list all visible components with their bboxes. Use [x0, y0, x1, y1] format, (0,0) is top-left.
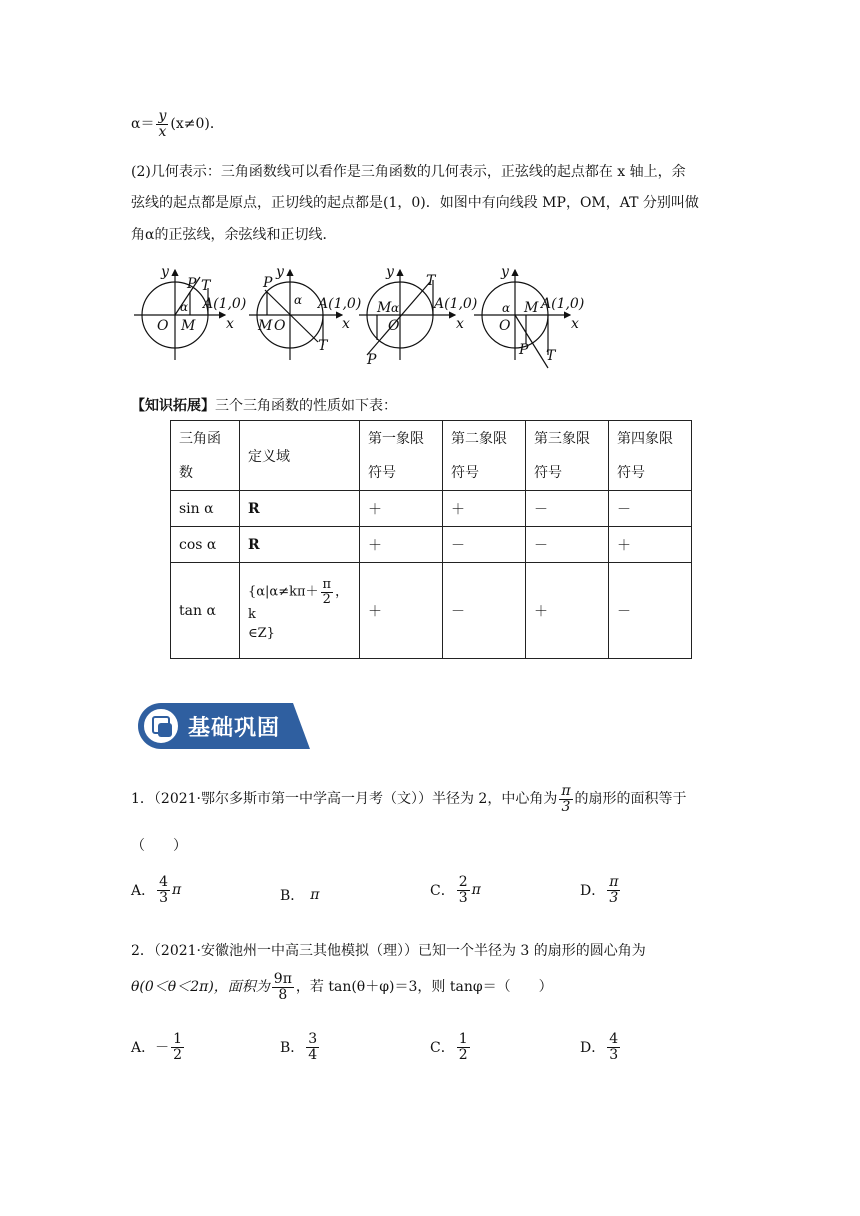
option-label: D． [580, 883, 606, 900]
option-num: 1 [173, 1031, 183, 1047]
table-row [171, 527, 692, 563]
header-cell [443, 421, 526, 491]
option-den: 3 [609, 1046, 619, 1063]
d4-o: O [499, 318, 511, 334]
sign-cell: ＋ [609, 527, 692, 563]
domain-part: ，k [248, 584, 349, 623]
d3-a: A(1,0) [434, 296, 478, 312]
option-fraction [457, 875, 470, 905]
q1-text-a: 1．（2021·鄂尔多斯市第一中学高一月考（文））半径为 2，中心角为 [131, 791, 558, 808]
q1-option-c[interactable] [430, 875, 481, 905]
q1-option-d[interactable] [580, 875, 622, 905]
sign-cell: ＋ [360, 563, 443, 659]
section-title: 基础巩固 [188, 716, 281, 741]
d1-t: T [201, 278, 211, 294]
domain-cell: R [240, 527, 360, 563]
option-label: A． [131, 1040, 156, 1057]
table-header-row [171, 421, 692, 491]
fn-cell: tan α [171, 563, 240, 659]
sign-cell: ＋ [526, 563, 609, 659]
d1-m: M [181, 318, 196, 334]
option-den: 3 [609, 889, 619, 906]
q1-text-b: 的扇形的面积等于 [574, 791, 687, 808]
domain-part: {α|α≠kπ＋ [248, 584, 319, 600]
option-label: C． [430, 1040, 455, 1057]
option-tail: π [471, 882, 481, 899]
d3-t: T [426, 273, 436, 289]
header-text: 三角函 [179, 430, 221, 447]
header-text: 第一象限 [368, 430, 424, 447]
header-text: 定义域 [248, 448, 290, 465]
d1-alpha: α [180, 300, 189, 314]
sign-cell: ＋ [360, 527, 443, 563]
sign-cell: － [443, 563, 526, 659]
q2-option-d[interactable] [580, 1032, 622, 1062]
option-sign: － [155, 1040, 170, 1057]
q2-area-fraction [272, 972, 294, 1002]
q2-area-num: 9π [273, 971, 292, 987]
q2-stem-2 [131, 972, 553, 1002]
diagram-quadrant-1 [134, 270, 225, 360]
option-num: 3 [308, 1031, 318, 1047]
trig-line-diagrams [130, 260, 600, 380]
q1-stem [131, 784, 687, 814]
option-num: 4 [159, 874, 169, 890]
domain-part: ∈Z} [248, 625, 275, 641]
header-cell [609, 421, 692, 491]
option-fraction [607, 1032, 620, 1062]
header-cell [526, 421, 609, 491]
fn-cell: sin α [171, 491, 240, 527]
d3-y: y [386, 264, 394, 280]
def-prefix: α＝ [131, 116, 155, 133]
copy-icon [142, 707, 180, 745]
option-den: 4 [308, 1046, 318, 1063]
d3-m: M [377, 300, 392, 316]
d3-x: x [456, 316, 464, 332]
option-fraction [157, 875, 170, 905]
domain-cell: R [240, 491, 360, 527]
q1-option-b[interactable] [280, 885, 320, 905]
geo-line-2: 弦线的起点都是原点，正切线的起点都是(1，0)．如图中有向线段 MP，OM，AT 分别叫做 [131, 195, 699, 211]
domain-num: π [322, 577, 332, 593]
header-cell [171, 421, 240, 491]
sign-cell: － [609, 491, 692, 527]
header-cell [240, 421, 360, 491]
option-label: B． [280, 888, 305, 904]
q1-fraction [559, 784, 572, 814]
d1-a: A(1,0) [203, 296, 247, 312]
sign-cell: － [609, 563, 692, 659]
d3-alpha: α [391, 301, 400, 315]
sign-cell: ＋ [443, 491, 526, 527]
table-row [171, 491, 692, 527]
d4-y: y [501, 264, 509, 280]
option-den: 2 [173, 1046, 183, 1063]
option-label: A． [131, 883, 156, 900]
diagram-quadrant-3 [359, 270, 455, 360]
header-text: 符号 [368, 464, 396, 481]
domain-fraction [321, 578, 334, 606]
q2-stem-1: 2．（2021·安徽池州一中高三其他模拟（理））已知一个半径为 3 的扇形的圆心角为 [131, 943, 646, 959]
section-banner [138, 703, 310, 749]
option-den: 2 [458, 1046, 468, 1063]
q2-option-c[interactable] [430, 1032, 472, 1062]
q2-area-den: 8 [278, 986, 288, 1003]
d1-p: P [187, 276, 197, 292]
fn-cell: cos α [171, 527, 240, 563]
d2-alpha: α [294, 293, 303, 307]
geo-line-1: (2)几何表示：三角函数线可以看作是三角函数的几何表示，正弦线的起点都在 x 轴上，余 [131, 164, 686, 180]
option-num: 4 [609, 1031, 619, 1047]
d1-x: x [226, 316, 234, 332]
option-fraction [171, 1032, 184, 1062]
option-label: D． [580, 1040, 606, 1057]
table-row [171, 563, 692, 659]
geo-line-3: 角α的正弦线，余弦线和正切线． [131, 227, 337, 243]
ext-bracket: 【知识拓展】 [131, 398, 215, 414]
def-fraction [156, 109, 168, 139]
option-value: π [310, 887, 320, 903]
d4-alpha: α [502, 301, 511, 315]
d4-a: A(1,0) [541, 296, 585, 312]
d2-m: M [258, 318, 273, 334]
header-text: 第三象限 [534, 430, 590, 447]
header-text: 第四象限 [617, 430, 673, 447]
header-cell [360, 421, 443, 491]
option-label: B． [280, 1040, 305, 1057]
option-num: π [609, 874, 619, 890]
header-text: 符号 [534, 464, 562, 481]
sign-cell: － [526, 527, 609, 563]
def-den: x [158, 123, 167, 140]
d3-o: O [388, 318, 400, 334]
q2-tail: ，若 tan(θ＋φ)＝3，则 tanφ＝（ ） [295, 979, 553, 996]
d2-x: x [342, 316, 350, 332]
header-text: 数 [179, 464, 193, 481]
option-den: 3 [458, 889, 468, 906]
option-label: C． [430, 883, 455, 900]
option-fraction [457, 1032, 470, 1062]
header-text: 第二象限 [451, 430, 507, 447]
d1-o: O [157, 318, 169, 334]
option-num: 2 [458, 874, 468, 890]
sign-cell: － [526, 491, 609, 527]
ext-text: 三个三角函数的性质如下表： [215, 398, 397, 414]
d4-t: T [546, 348, 556, 364]
q1-option-a[interactable] [131, 875, 181, 905]
knowledge-extension [131, 395, 397, 415]
domain-den: 2 [322, 591, 331, 607]
d2-p: P [263, 275, 273, 291]
d4-p: P [519, 342, 529, 358]
d3-p: P [367, 352, 377, 368]
option-fraction [306, 1032, 319, 1062]
q2-option-a[interactable] [131, 1032, 186, 1062]
q1-den: 3 [561, 798, 571, 815]
sign-cell: ＋ [360, 491, 443, 527]
d2-o: O [274, 318, 286, 334]
d2-a: A(1,0) [318, 296, 362, 312]
def-num: y [158, 108, 167, 124]
d4-x: x [571, 316, 579, 332]
domain-cell [240, 563, 360, 659]
q1-num: π [561, 783, 571, 799]
tangent-definition [131, 109, 224, 139]
def-cond: (x≠0)． [170, 116, 224, 133]
header-text: 符号 [451, 464, 479, 481]
q2-option-b[interactable] [280, 1032, 321, 1062]
d4-m: M [524, 300, 539, 316]
sign-cell: － [443, 527, 526, 563]
option-tail: π [172, 882, 182, 899]
d1-y: y [161, 264, 169, 280]
option-fraction [607, 875, 620, 905]
header-text: 符号 [617, 464, 645, 481]
trig-properties-table [170, 420, 692, 659]
option-den: 3 [159, 889, 169, 906]
option-num: 1 [458, 1031, 468, 1047]
d2-y: y [276, 264, 284, 280]
q2-theta: θ(0＜θ＜2π)，面积为 [131, 979, 270, 996]
d2-t: T [318, 338, 328, 354]
q1-paren: （ ） [131, 838, 187, 854]
